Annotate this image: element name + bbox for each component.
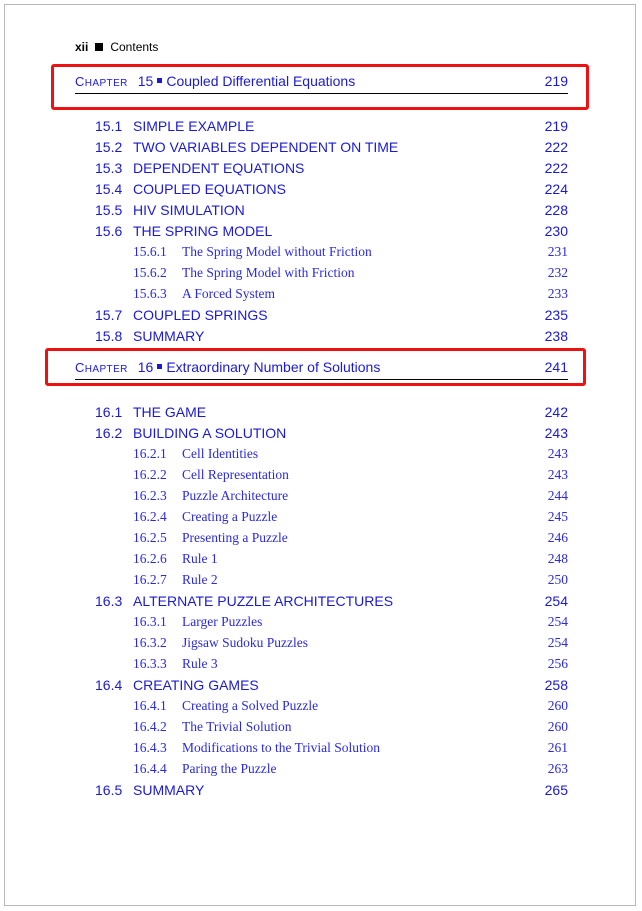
entry-number: 16.2.7 [133,572,167,587]
entry-number: 16.2.4 [133,509,167,524]
entry-number: 15.8 [95,328,123,344]
entry-page: 265 [544,782,568,798]
entry-number: 16.2.3 [133,488,167,503]
entry-page: 224 [544,181,568,197]
toc-section-entry[interactable] [95,425,568,443]
entry-title: BUILDING A SOLUTION [133,425,287,441]
toc-subsection-entry[interactable] [133,509,568,527]
chapter-bullet-icon [157,364,162,369]
toc-section-entry[interactable] [95,139,568,157]
entry-title: SUMMARY [133,782,205,798]
entry-title: The Spring Model without Friction [182,244,372,259]
entry-page: 243 [547,467,568,482]
entry-title: COUPLED SPRINGS [133,307,268,323]
entry-page: 260 [547,698,568,713]
entry-number: 15.6.2 [133,265,167,280]
entry-number: 15.5 [95,202,123,218]
entry-page: 261 [547,740,568,755]
entry-page: 232 [547,265,568,280]
entry-title: A Forced System [182,286,275,301]
entry-number: 16.4 [95,677,123,693]
chapter-title: Coupled Differential Equations [166,73,356,89]
entry-page: 244 [547,488,568,503]
entry-page: 222 [544,139,568,155]
entry-number: 16.2.6 [133,551,167,566]
entry-number: 15.6.1 [133,244,167,259]
entry-number: 16.3.3 [133,656,167,671]
entry-number: 16.3 [95,593,123,609]
entry-page: 235 [544,307,568,323]
toc-subsection-entry[interactable] [133,467,568,485]
chapter-heading[interactable] [75,359,568,380]
entry-page: 258 [544,677,568,693]
entry-title: DEPENDENT EQUATIONS [133,160,305,176]
toc-subsection-entry[interactable] [133,530,568,548]
entry-number: 15.1 [95,118,123,134]
entry-title: COUPLED EQUATIONS [133,181,286,197]
toc-subsection-entry[interactable] [133,265,568,283]
toc-section-entry[interactable] [95,593,568,611]
running-header [75,40,158,54]
header-label: Contents [110,40,159,54]
entry-page: 231 [547,244,568,259]
entry-number: 16.4.2 [133,719,167,734]
entry-title: ALTERNATE PUZZLE ARCHITECTURES [133,593,394,609]
entry-title: SIMPLE EXAMPLE [133,118,255,134]
entry-title: Creating a Solved Puzzle [182,698,319,713]
entry-title: Rule 1 [182,551,218,566]
page-folio: xii [75,40,89,54]
toc-subsection-entry[interactable] [133,761,568,779]
toc-section-entry[interactable] [95,307,568,325]
entry-title: Jigsaw Sudoku Puzzles [182,635,308,650]
toc-section-entry[interactable] [95,223,568,241]
toc-section-entry[interactable] [95,677,568,695]
entry-page: 254 [544,593,568,609]
toc-section-entry[interactable] [95,118,568,136]
entry-number: 15.6.3 [133,286,167,301]
entry-page: 248 [547,551,568,566]
toc-subsection-entry[interactable] [133,446,568,464]
chapter-number: 16 [137,359,154,375]
entry-page: 222 [544,160,568,176]
entry-title: Cell Identities [182,446,259,461]
entry-page: 233 [547,286,568,301]
entry-page: 250 [547,572,568,587]
entry-page: 243 [547,446,568,461]
entry-number: 15.4 [95,181,123,197]
entry-title: Cell Representation [182,467,289,482]
chapter-title: Extraordinary Number of Solutions [166,359,381,375]
header-square-icon [95,43,103,51]
entry-number: 16.2.1 [133,446,167,461]
entry-title: THE GAME [133,404,207,420]
entry-title: The Trivial Solution [182,719,292,734]
entry-page: 263 [547,761,568,776]
entry-title: CREATING GAMES [133,677,259,693]
entry-title: HIV SIMULATION [133,202,245,218]
entry-title: SUMMARY [133,328,205,344]
entry-page: 242 [544,404,568,420]
entry-title: Rule 2 [182,572,218,587]
entry-title: Presenting a Puzzle [182,530,288,545]
entry-number: 16.2.2 [133,467,167,482]
chapter-word: CHAPTER [75,360,128,375]
entry-number: 16.2 [95,425,123,441]
toc-subsection-entry[interactable] [133,698,568,716]
entry-number: 16.1 [95,404,123,420]
entry-page: 246 [547,530,568,545]
chapter-page: 219 [544,73,568,89]
entry-title: Modifications to the Trivial Solution [182,740,381,755]
toc-subsection-entry[interactable] [133,740,568,758]
entry-title: Rule 3 [182,656,218,671]
toc-subsection-entry[interactable] [133,488,568,506]
entry-number: 15.3 [95,160,123,176]
entry-page: 243 [544,425,568,441]
entry-page: 230 [544,223,568,239]
chapter-page: 241 [544,359,568,375]
entry-number: 16.3.1 [133,614,167,629]
toc-subsection-entry[interactable] [133,244,568,262]
chapter-bullet-icon [157,78,162,83]
entry-page: 256 [547,656,568,671]
toc-subsection-entry[interactable] [133,572,568,590]
entry-page: 228 [544,202,568,218]
chapter-number: 15 [137,73,154,89]
entry-page: 219 [544,118,568,134]
toc-section-entry[interactable] [95,328,568,346]
toc-section-entry[interactable] [95,181,568,199]
toc-subsection-entry[interactable] [133,614,568,632]
entry-number: 15.7 [95,307,123,323]
entry-page: 245 [547,509,568,524]
entry-title: Paring the Puzzle [182,761,277,776]
toc-subsection-entry[interactable] [133,286,568,304]
entry-number: 16.2.5 [133,530,167,545]
toc-subsection-entry[interactable] [133,551,568,569]
toc-subsection-entry[interactable] [133,635,568,653]
toc-section-entry[interactable] [95,160,568,178]
entry-number: 15.6 [95,223,123,239]
entry-page: 238 [544,328,568,344]
toc-section-entry[interactable] [95,202,568,220]
chapter-heading[interactable] [75,73,568,94]
entry-number: 16.4.4 [133,761,167,776]
entry-number: 16.5 [95,782,123,798]
entry-title: Creating a Puzzle [182,509,278,524]
entry-number: 16.3.2 [133,635,167,650]
entry-page: 254 [547,635,568,650]
entry-page: 260 [547,719,568,734]
entry-number: 16.4.1 [133,698,167,713]
chapter-word: CHAPTER [75,74,128,89]
entry-title: The Spring Model with Friction [182,265,355,280]
entry-title: TWO VARIABLES DEPENDENT ON TIME [133,139,399,155]
entry-title: Larger Puzzles [182,614,263,629]
entry-title: Puzzle Architecture [182,488,289,503]
entry-number: 15.2 [95,139,123,155]
toc-section-entry[interactable] [95,404,568,422]
entry-page: 254 [547,614,568,629]
toc-subsection-entry[interactable] [133,719,568,737]
entry-number: 16.4.3 [133,740,167,755]
toc-subsection-entry[interactable] [133,656,568,674]
entry-title: THE SPRING MODEL [133,223,273,239]
toc-section-entry[interactable] [95,782,568,800]
